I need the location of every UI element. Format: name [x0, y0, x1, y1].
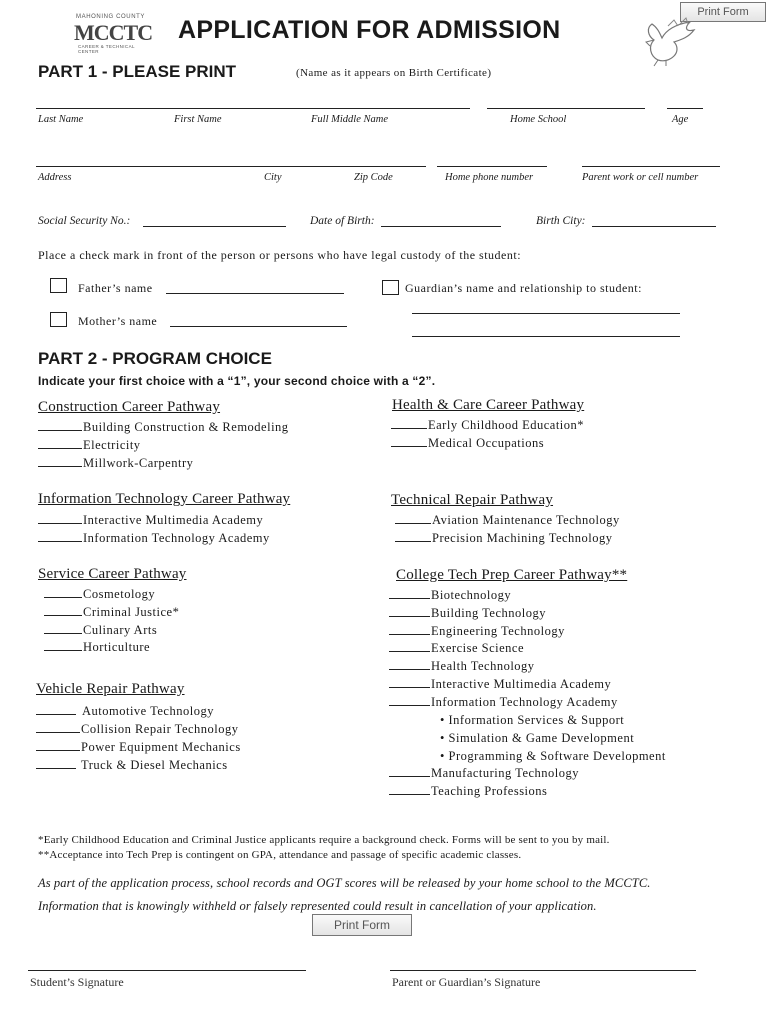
choice-blank[interactable] [389, 624, 430, 635]
father-checkbox[interactable] [50, 278, 67, 293]
choice-blank[interactable] [389, 588, 430, 599]
program-collision-repair[interactable]: Collision Repair Technology [36, 722, 239, 737]
label-father: Father’s name [78, 281, 153, 295]
program-health-technology[interactable]: Health Technology [389, 659, 535, 674]
father-name-line[interactable] [166, 293, 344, 294]
label-address: Address [38, 172, 72, 183]
home-school-line[interactable] [487, 108, 645, 109]
choice-blank[interactable] [389, 641, 430, 652]
label-city: City [264, 172, 282, 183]
techprep-pathway-title: College Tech Prep Career Pathway** [396, 567, 628, 583]
it-pathway-title: Information Technology Career Pathway [38, 491, 291, 507]
program-tp-it-academy[interactable]: Information Technology Academy [389, 695, 618, 710]
griffin-icon [628, 16, 700, 68]
program-building-technology[interactable]: Building Technology [389, 606, 546, 621]
footnote-tech-prep: **Acceptance into Tech Prep is contingent on GPA, attendance and passage of specific academic classes. [38, 849, 522, 861]
choice-blank[interactable] [38, 531, 82, 542]
student-signature-line[interactable] [28, 970, 306, 971]
warning-notice: Information that is knowingly withheld or falsely represented could result in cancellation of your application. [38, 899, 597, 913]
choice-blank[interactable] [44, 605, 82, 616]
program-precision-machining[interactable]: Precision Machining Technology [395, 531, 613, 546]
program-manufacturing[interactable]: Manufacturing Technology [389, 766, 579, 781]
choice-blank[interactable] [36, 704, 76, 715]
choice-blank[interactable] [36, 740, 80, 751]
program-electricity[interactable]: Electricity [38, 438, 141, 453]
part1-subheading: (Name as it appears on Birth Certificate) [296, 67, 492, 79]
service-pathway-title: Service Career Pathway [38, 566, 187, 582]
label-zip: Zip Code [354, 172, 393, 183]
choice-blank[interactable] [391, 436, 427, 447]
program-early-childhood[interactable]: Early Childhood Education* [391, 418, 584, 433]
program-automotive[interactable]: Automotive Technology [36, 704, 214, 719]
part2-instruction: Indicate your first choice with a “1”, your second choice with a “2”. [38, 374, 436, 388]
footnote-background-check: *Early Childhood Education and Criminal Justice applicants require a background check. Forms will be sent to you by mail. [38, 834, 610, 846]
choice-blank[interactable] [389, 784, 430, 795]
choice-blank[interactable] [36, 758, 76, 769]
part1-heading: PART 1 - PLEASE PRINT [38, 62, 237, 81]
program-culinary[interactable]: Culinary Arts [44, 623, 157, 638]
guardian-checkbox[interactable] [382, 280, 399, 295]
choice-blank[interactable] [395, 513, 431, 524]
choice-blank[interactable] [44, 587, 82, 598]
choice-blank[interactable] [44, 623, 82, 634]
choice-blank[interactable] [389, 766, 430, 777]
choice-blank[interactable] [389, 677, 430, 688]
release-notice: As part of the application process, school records and OGT scores will be released by your home school to the MCCTC. [38, 876, 651, 890]
tp-sub-programming: • Programming & Software Development [440, 749, 666, 763]
choice-blank[interactable] [391, 418, 427, 429]
logo-county: MAHONING COUNTY [76, 14, 145, 20]
label-last-name: Last Name [38, 114, 84, 125]
program-biotechnology[interactable]: Biotechnology [389, 588, 511, 603]
label-middle-name: Full Middle Name [311, 114, 388, 125]
birth-city-line[interactable] [592, 226, 716, 227]
program-building-construction[interactable]: Building Construction & Remodeling [38, 420, 289, 435]
label-first-name: First Name [174, 114, 222, 125]
label-age: Age [672, 114, 689, 125]
choice-blank[interactable] [44, 640, 82, 651]
program-horticulture[interactable]: Horticulture [44, 640, 150, 655]
label-parent-phone: Parent work or cell number [582, 172, 699, 183]
program-medical[interactable]: Medical Occupations [391, 436, 544, 451]
parent-signature-label: Parent or Guardian’s Signature [392, 975, 541, 989]
print-form-button-bottom[interactable]: Print Form [312, 914, 412, 936]
mother-checkbox[interactable] [50, 312, 67, 327]
choice-blank[interactable] [38, 513, 82, 524]
program-engineering-technology[interactable]: Engineering Technology [389, 624, 565, 639]
parent-signature-line[interactable] [390, 970, 696, 971]
program-criminal-justice[interactable]: Criminal Justice* [44, 605, 179, 620]
choice-blank[interactable] [36, 722, 80, 733]
dob-line[interactable] [381, 226, 501, 227]
age-line[interactable] [667, 108, 703, 109]
program-cosmetology[interactable]: Cosmetology [44, 587, 155, 602]
program-aviation[interactable]: Aviation Maintenance Technology [395, 513, 620, 528]
guardian-line-2[interactable] [412, 336, 680, 337]
choice-blank[interactable] [38, 438, 82, 449]
choice-blank[interactable] [389, 606, 430, 617]
mother-name-line[interactable] [170, 326, 347, 327]
page-title: APPLICATION FOR ADMISSION [178, 16, 561, 44]
health-pathway-title: Health & Care Career Pathway [392, 397, 585, 413]
label-ssn: Social Security No.: [38, 215, 131, 227]
choice-blank[interactable] [38, 420, 82, 431]
parent-phone-line[interactable] [582, 166, 720, 167]
program-exercise-science[interactable]: Exercise Science [389, 641, 524, 656]
program-it-academy[interactable]: Information Technology Academy [38, 531, 270, 546]
label-birth-city: Birth City: [536, 215, 586, 227]
label-home-phone: Home phone number [445, 172, 534, 183]
program-power-equipment[interactable]: Power Equipment Mechanics [36, 740, 241, 755]
label-mother: Mother’s name [78, 314, 158, 328]
logo-mark: MCCTC [74, 20, 153, 45]
label-home-school: Home School [510, 114, 567, 125]
tp-sub-simulation: • Simulation & Game Development [440, 731, 635, 745]
print-form-button-top[interactable]: Print Form [680, 2, 766, 22]
address-line[interactable] [36, 166, 426, 167]
choice-blank[interactable] [389, 695, 430, 706]
mcctc-logo [72, 14, 154, 54]
choice-blank[interactable] [389, 659, 430, 670]
vehicle-pathway-title: Vehicle Repair Pathway [36, 681, 185, 697]
part2-heading: PART 2 - PROGRAM CHOICE [38, 349, 272, 368]
program-millwork[interactable]: Millwork-Carpentry [38, 456, 193, 471]
choice-blank[interactable] [395, 531, 431, 542]
program-interactive-multimedia[interactable]: Interactive Multimedia Academy [38, 513, 263, 528]
technical-pathway-title: Technical Repair Pathway [391, 492, 554, 508]
logo-sub: CAREER & TECHNICAL CENTER [78, 44, 135, 54]
home-phone-line[interactable] [437, 166, 547, 167]
program-tp-interactive-multimedia[interactable]: Interactive Multimedia Academy [389, 677, 611, 692]
label-guardian: Guardian’s name and relationship to student: [405, 281, 642, 295]
choice-blank[interactable] [38, 456, 82, 467]
student-signature-label: Student’s Signature [30, 975, 124, 989]
label-dob: Date of Birth: [310, 215, 375, 227]
program-truck-diesel[interactable]: Truck & Diesel Mechanics [36, 758, 228, 773]
guardian-line-1[interactable] [412, 313, 680, 314]
construction-pathway-title: Construction Career Pathway [38, 399, 221, 415]
program-teaching[interactable]: Teaching Professions [389, 784, 547, 799]
name-line[interactable] [36, 108, 470, 109]
custody-question: Place a check mark in front of the person or persons who have legal custody of the student: [38, 248, 522, 262]
ssn-line[interactable] [143, 226, 286, 227]
tp-sub-info-services: • Information Services & Support [440, 713, 625, 727]
